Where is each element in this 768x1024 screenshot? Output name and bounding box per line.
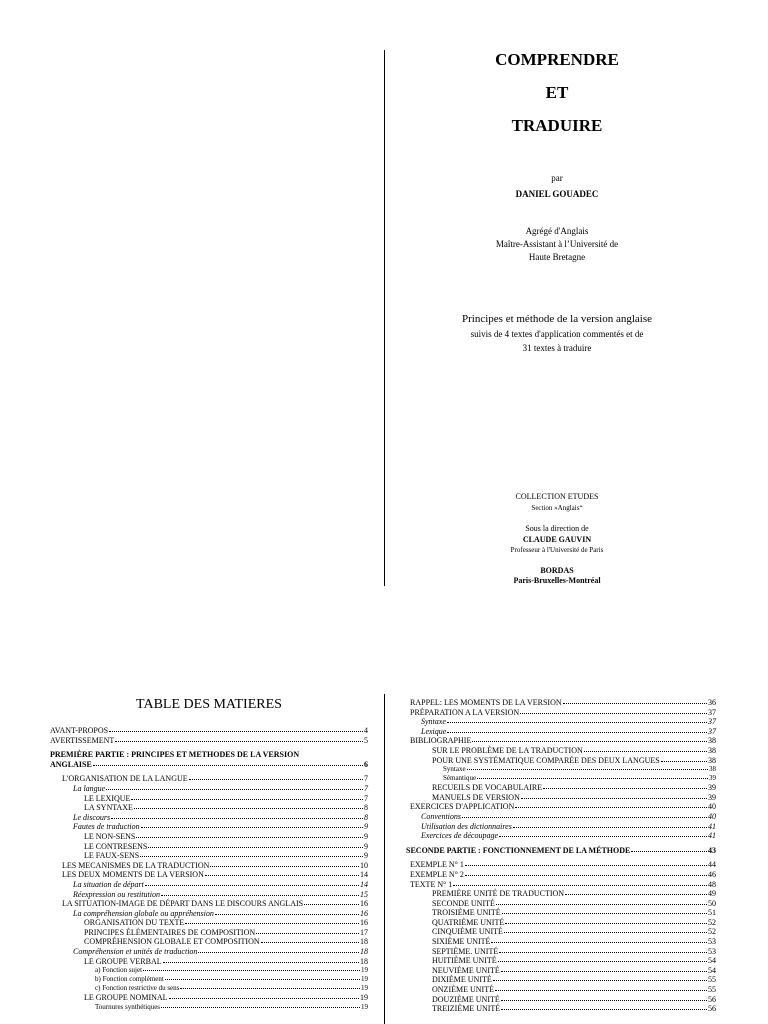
toc-page-number: 48: [708, 879, 716, 889]
toc-entry-label: a) Fonction sujet: [95, 966, 143, 975]
toc-leader: [111, 818, 363, 819]
toc-entry[interactable]: [406, 846, 716, 856]
toc-entry-label: DIXIÈME UNITÉ: [432, 975, 492, 985]
toc-page-number: 52: [708, 917, 716, 927]
toc-entry[interactable]: [406, 765, 716, 774]
toc-leader: [584, 751, 707, 752]
toc-leader: [499, 836, 707, 837]
toc-entry-label: Syntaxe: [443, 765, 466, 774]
toc-page-number: 40: [708, 811, 716, 821]
toc-leader: [215, 914, 359, 915]
toc-entry-label: Exercices de découpage: [421, 831, 498, 841]
toc-entry[interactable]: [50, 832, 368, 842]
toc-entry-label: LE CONTRESENS: [84, 841, 148, 851]
toc-leader: [136, 837, 363, 838]
toc-entry-label: RAPPEL: LES MOMENTS DE LA VERSION: [410, 698, 562, 707]
toc-page-number: 40: [708, 802, 716, 812]
toc-entry[interactable]: [50, 984, 368, 993]
toc-entry[interactable]: [406, 708, 716, 718]
toc-entry-label: c) Fonction restrictive du sens: [95, 984, 180, 993]
toc-entry-label: Réexpression ou restitution: [73, 889, 160, 899]
toc-entry-label: SIXIÈME UNITÉ: [432, 937, 491, 947]
toc-entry-label: AVERTISSEMENT: [50, 735, 115, 745]
subtitle-detail-1: suivis de 4 textes d'application commentés et de: [470, 329, 644, 339]
toc-page-number: 10: [360, 860, 368, 870]
toc-entry[interactable]: [406, 966, 716, 976]
toc-entry-label: Le discours: [73, 812, 111, 822]
toc-leader: [563, 703, 707, 704]
toc-leader: [565, 894, 707, 895]
toc-page-number: 14: [360, 870, 368, 880]
director-name: CLAUDE GAUVIN: [522, 535, 592, 544]
toc-entry[interactable]: [50, 993, 368, 1003]
toc-page-number: 49: [708, 889, 716, 899]
toc-leader: [205, 875, 359, 876]
toc-leader: [467, 769, 708, 770]
toc-page-number: 18: [360, 956, 368, 966]
toc-entry[interactable]: [406, 908, 716, 918]
toc-entry[interactable]: [50, 813, 368, 823]
toc-page-number: 14: [360, 879, 368, 889]
toc-entry[interactable]: [50, 851, 368, 861]
toc-entry-label: SECONDE UNITÉ: [432, 898, 495, 908]
toc-page-number: 9: [364, 851, 368, 861]
toc-entry[interactable]: [50, 726, 368, 736]
toc-page-number: 19: [361, 1002, 368, 1011]
toc-entry[interactable]: [406, 812, 716, 822]
toc-page-number: 41: [708, 821, 716, 831]
toc-page-number: 7: [364, 793, 368, 803]
toc-entry[interactable]: [50, 842, 368, 852]
toc-entry[interactable]: [406, 1004, 716, 1014]
toc-entry[interactable]: [50, 822, 368, 832]
director-title: Professeur à l'Université de Paris: [510, 546, 604, 554]
toc-leader: [498, 961, 707, 962]
publisher-name: BORDAS: [540, 566, 574, 575]
toc-page-number: 37: [708, 707, 716, 717]
toc-leader: [515, 807, 707, 808]
toc-entry[interactable]: [50, 880, 368, 890]
toc-leader: [304, 904, 359, 905]
toc-leader: [477, 778, 708, 779]
toc-page-number: 36: [708, 698, 716, 707]
toc-entry-label: BIBLIOGRAPHIE: [410, 736, 472, 746]
toc-leader: [161, 895, 359, 896]
toc-entry-label: Sémantique: [443, 774, 477, 783]
toc-page-number: 54: [708, 965, 716, 975]
toc-title: TABLE DES MATIERES: [136, 697, 282, 712]
toc-leader: [185, 923, 359, 924]
toc-page-number: 46: [708, 869, 716, 879]
toc-entry-label: TROISIÈME UNITÉ: [432, 908, 501, 918]
toc-entry[interactable]: [50, 794, 368, 804]
toc-page-number: 38: [709, 765, 716, 774]
toc-entry-label: SEPTIÈME. UNITÉ: [432, 946, 499, 956]
toc-entry[interactable]: [406, 880, 716, 890]
toc-entry-label: LES MECANISMES DE LA TRADUCTION: [62, 860, 210, 870]
toc-leader: [501, 971, 707, 972]
toc-leader: [631, 851, 707, 852]
toc-leader: [505, 923, 707, 924]
toc-leader: [198, 952, 359, 953]
toc-entry[interactable]: [50, 861, 368, 871]
toc-entry-label: Tournures synthétiques: [95, 1002, 161, 1011]
toc-entry[interactable]: [50, 870, 368, 880]
toc-page-number: 53: [708, 946, 716, 956]
toc-page-number: 19: [361, 984, 368, 993]
toc-page-number: 39: [708, 783, 716, 793]
toc-entry-label: NEUVIÈME UNITÉ: [432, 965, 500, 975]
toc-entry-label: LE GROUPE VERBAL: [84, 956, 162, 966]
toc-entry[interactable]: [50, 966, 368, 975]
toc-leader: [189, 779, 363, 780]
toc-page-number: 7: [364, 783, 368, 793]
toc-leader: [499, 952, 707, 953]
toc-page-number: 9: [364, 841, 368, 851]
toc-divider: [384, 694, 385, 1024]
toc-leader: [453, 885, 707, 886]
toc-entry-label: SECONDE PARTIE : FONCTIONNEMENT DE LA MÉTHODE: [406, 845, 631, 855]
toc-page-number: 51: [708, 908, 716, 918]
toc-leader: [447, 732, 707, 733]
toc-left-column: [50, 726, 368, 1012]
toc-entry[interactable]: [50, 1003, 368, 1012]
toc-leader: [106, 789, 363, 790]
toc-leader: [496, 904, 707, 905]
toc-entry[interactable]: [406, 793, 716, 803]
toc-entry[interactable]: [50, 975, 368, 984]
toc-page-number: 38: [708, 745, 716, 755]
toc-entry[interactable]: [406, 783, 716, 793]
toc-entry[interactable]: [406, 736, 716, 746]
toc-entry-label: AVANT-PROPOS: [50, 726, 109, 735]
toc-entry-label: RECUEILS DE VOCABULAIRE: [432, 783, 543, 793]
toc-page-number: 16: [360, 918, 368, 928]
toc-entry-label: Fautes de traduction: [73, 822, 140, 832]
toc-entry[interactable]: [406, 995, 716, 1005]
toc-entry-label: CINQUIÈME UNITÉ: [432, 927, 503, 937]
toc-page-number: 56: [708, 1004, 716, 1014]
toc-entry-label: HUITIÈME UNITÉ: [432, 956, 497, 966]
toc-leader: [661, 761, 707, 762]
toc-entry[interactable]: [406, 756, 716, 766]
toc-page-number: 39: [708, 792, 716, 802]
toc-page-number: 38: [708, 755, 716, 765]
toc-entry-label: L'ORGANISATION DE LA LANGUE: [62, 774, 188, 784]
toc-heading-line: PREMIÈRE PARTIE : PRINCIPES ET METHODES DE LA VERSION: [50, 750, 300, 760]
toc-entry[interactable]: [50, 774, 368, 784]
toc-leader: [504, 932, 707, 933]
toc-page-number: 9: [364, 831, 368, 841]
toc-leader: [462, 817, 707, 818]
toc-entry[interactable]: [406, 937, 716, 947]
toc-entry-label: La langue: [73, 783, 106, 793]
toc-entry-label: Lexique: [421, 726, 447, 736]
toc-entry[interactable]: [50, 947, 368, 957]
toc-entry-label: ORGANISATION DU TEXTE: [84, 918, 185, 928]
toc-entry-label: La situation de départ: [73, 879, 144, 889]
toc-entry[interactable]: [406, 831, 716, 841]
title-line-3: TRADUIRE: [511, 116, 603, 135]
toc-page-number: 43: [708, 845, 716, 855]
title-line-1: COMPRENDRE: [495, 50, 619, 69]
toc-page-number: 54: [708, 956, 716, 966]
toc-page-number: 18: [360, 937, 368, 947]
toc-entry[interactable]: [406, 975, 716, 985]
publisher-cities: Paris-Bruxelles-Montréal: [513, 576, 601, 585]
toc-entry-label: QUATRIÈME UNITÉ: [432, 917, 505, 927]
toc-entry[interactable]: [50, 803, 368, 813]
toc-leader: [163, 962, 359, 963]
toc-page-number: 16: [360, 908, 368, 918]
author-name: DANIEL GOUADEC: [515, 189, 599, 199]
toc-leader: [543, 788, 707, 789]
toc-page-number: 19: [360, 993, 368, 1003]
toc-entry[interactable]: [406, 870, 716, 880]
toc-leader: [501, 1000, 707, 1001]
toc-leader: [513, 827, 707, 828]
toc-leader: [521, 798, 707, 799]
toc-leader: [447, 722, 707, 723]
toc-entry-label: EXEMPLE N° 2: [410, 869, 464, 879]
toc-entry[interactable]: [406, 802, 716, 812]
toc-leader: [180, 988, 360, 989]
toc-entry-label: EXEMPLE N° 1: [410, 860, 464, 870]
toc-entry[interactable]: [50, 937, 368, 947]
toc-entry-label: Utilisation des dictionnaires: [421, 821, 512, 831]
toc-entry-label: La compréhension globale ou appréhension: [73, 908, 214, 918]
toc-entry[interactable]: [406, 727, 716, 737]
toc-page-number: 50: [708, 898, 716, 908]
toc-entry[interactable]: [406, 860, 716, 870]
toc-page-number: 37: [708, 717, 716, 727]
toc-leader: [145, 885, 359, 886]
toc-entry[interactable]: [50, 784, 368, 794]
toc-entry-label: PRÉPARATION A LA VERSION: [410, 707, 520, 717]
toc-page-number: 41: [708, 831, 716, 841]
toc-entry[interactable]: [406, 985, 716, 995]
toc-entry-label: MANUELS DE VERSION: [432, 792, 520, 802]
toc-leader: [131, 799, 363, 800]
toc-leader: [256, 933, 359, 934]
toc-entry-label: LE GROUPE NOMINAL: [84, 993, 168, 1003]
toc-leader: [472, 741, 707, 742]
toc-entry[interactable]: [406, 927, 716, 937]
book-subtitle: Principes et méthode de la version anglaise: [462, 313, 652, 325]
toc-entry[interactable]: [406, 947, 716, 957]
toc-leader: [495, 990, 707, 991]
toc-page-number: 7: [364, 774, 368, 784]
toc-entry[interactable]: [50, 890, 368, 900]
toc-leader: [493, 980, 707, 981]
toc-page-number: 19: [361, 975, 368, 984]
toc-entry[interactable]: [406, 822, 716, 832]
toc-entry-label: TEXTE N° 1: [410, 879, 453, 889]
toc-page-number: 53: [708, 937, 716, 947]
toc-entry[interactable]: [406, 774, 716, 783]
toc-entry-label: LE FAUX-SENS: [84, 851, 140, 861]
toc-entry-label: PRINCIPES ÉLÉMENTAIRES DE COMPOSITION: [84, 927, 256, 937]
toc-entry[interactable]: [406, 889, 716, 899]
toc-entry[interactable]: [406, 698, 716, 708]
toc-part-heading[interactable]: [50, 750, 368, 769]
toc-entry-label: LE NON-SENS: [84, 831, 136, 841]
toc-page-number: 18: [360, 947, 368, 957]
toc-entry-label: DOUZIÈME UNITÉ: [432, 994, 500, 1004]
toc-page-number: 9: [364, 822, 368, 832]
toc-entry[interactable]: [406, 717, 716, 727]
toc-entry[interactable]: [50, 736, 368, 746]
toc-entry-label: LE LEXIQUE: [84, 793, 131, 803]
toc-entry[interactable]: [50, 918, 368, 928]
toc-page-number: 55: [708, 975, 716, 985]
toc-leader: [502, 913, 707, 914]
toc-page-number: 38: [708, 736, 716, 746]
toc-entry-label: Syntaxe: [421, 717, 446, 727]
toc-heading-line: ANGLAISE: [50, 759, 92, 769]
toc-entry[interactable]: [406, 746, 716, 756]
toc-entry-label: PREMIÈRE UNITÉ DE TRADUCTION: [432, 889, 565, 899]
toc-page-number: 55: [708, 985, 716, 995]
toc-entry[interactable]: [406, 899, 716, 909]
toc-page-number: 15: [360, 889, 368, 899]
toc-leader: [161, 1007, 360, 1008]
toc-leader: [210, 866, 359, 867]
direction-intro: Sous la direction de: [525, 524, 589, 533]
credential-line-3: Haute Bretagne: [528, 252, 586, 262]
toc-page-number: 4: [364, 726, 368, 735]
toc-entry[interactable]: [50, 957, 368, 967]
toc-page-number: 8: [364, 812, 368, 822]
toc-page-number: 44: [708, 860, 716, 870]
toc-leader: [169, 998, 359, 999]
toc-entry-label: b) Fonction complément: [95, 975, 164, 984]
toc-leader: [143, 970, 360, 971]
toc-entry-label: Conventions: [421, 811, 461, 821]
credential-line-1: Agrégé d'Anglais: [525, 226, 589, 236]
toc-page-number: 17: [360, 927, 368, 937]
toc-page-number: 16: [360, 899, 368, 909]
toc-entry-label: EXERCICES D'APPLICATION: [410, 802, 515, 812]
toc-entry-label: LES DEUX MOMENTS DE LA VERSION: [62, 870, 204, 880]
toc-page-number: 6: [364, 759, 368, 769]
toc-entry[interactable]: [50, 909, 368, 919]
toc-leader: [115, 741, 363, 742]
toc-leader: [520, 713, 707, 714]
toc-leader: [465, 875, 707, 876]
toc-leader: [134, 808, 363, 809]
toc-leader: [491, 942, 707, 943]
toc-leader: [141, 827, 363, 828]
toc-page-number: 39: [709, 774, 716, 783]
toc-right-column: [406, 698, 716, 1014]
credential-line-2: Maître-Assistant à l’Université de: [495, 239, 619, 249]
toc-entry-label: TREIZIÈME UNITÉ: [432, 1004, 501, 1014]
collection-name: COLLECTION ETUDES: [515, 492, 599, 501]
subtitle-detail-2: 31 textes à traduire: [522, 343, 592, 353]
toc-entry-label: LA SYNTAXE: [84, 803, 133, 813]
toc-page-number: 5: [364, 735, 368, 745]
toc-entry-label: SUR LE PROBLÈME DE LA TRADUCTION: [432, 745, 583, 755]
toc-entry-label: POUR UNE SYSTÉMATIQUE COMPARÉE DES DEUX LANGUES: [432, 755, 660, 765]
toc-entry-label: COMPRÉHENSION GLOBALE ET COMPOSITION: [84, 937, 260, 947]
by-label: par: [551, 173, 563, 183]
toc-leader: [93, 765, 363, 766]
toc-leader: [501, 1009, 707, 1010]
toc-page-number: 52: [708, 927, 716, 937]
toc-leader: [109, 731, 363, 732]
toc-entry[interactable]: [50, 899, 368, 909]
toc-leader: [465, 865, 707, 866]
toc-page-number: 37: [708, 726, 716, 736]
collection-section: Section »Anglais“: [531, 504, 583, 512]
toc-entry-label: LA SITUATION-IMAGE DE DÉPART DANS LE DISCOURS ANGLAIS: [62, 899, 304, 909]
toc-page-number: 19: [361, 966, 368, 975]
toc-leader: [140, 856, 363, 857]
title-line-2: ET: [545, 83, 569, 102]
toc-entry-label: Compréhension et unités de traduction: [73, 947, 198, 957]
toc-leader: [148, 847, 363, 848]
toc-entry[interactable]: [406, 956, 716, 966]
toc-page-number: 56: [708, 994, 716, 1004]
toc-entry-label: ONZIÈME UNITÉ: [432, 985, 494, 995]
toc-leader: [165, 979, 360, 980]
toc-leader: [261, 942, 359, 943]
toc-page-number: 8: [364, 803, 368, 813]
